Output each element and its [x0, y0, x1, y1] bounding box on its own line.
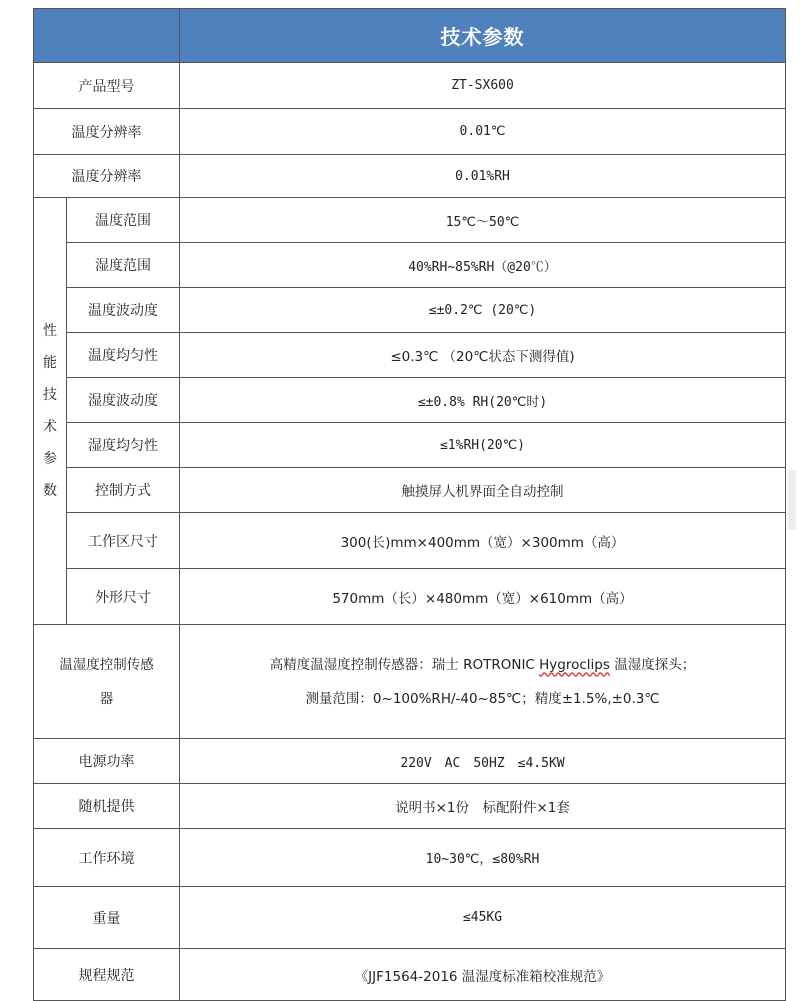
table-row — [34, 243, 786, 288]
row-label: 温度分辨率 — [34, 109, 180, 155]
row-value: 《JJF1564-2016 温湿度标准箱校准规范》 — [180, 949, 786, 1001]
row-value: ≤0.3℃ （20℃状态下测得值) — [180, 333, 786, 378]
sensor-label-line2: 器 — [99, 690, 114, 707]
table-row — [34, 155, 786, 198]
row-value: ≤45KG — [180, 887, 786, 949]
table-row — [34, 468, 786, 513]
row-label: 温度均匀性 — [67, 333, 180, 378]
row-label: 控制方式 — [67, 468, 180, 513]
sensor-label — [34, 625, 180, 739]
row-label: 规程规范 — [34, 949, 180, 1001]
table-row — [34, 784, 786, 829]
sensor-value-text: 温湿度探头； — [609, 656, 696, 673]
row-label: 电源功率 — [34, 739, 180, 784]
sensor-value-line1 — [180, 648, 785, 682]
table-title: 技术参数 — [180, 9, 786, 63]
row-label: 随机提供 — [34, 784, 180, 829]
row-label: 温度波动度 — [67, 288, 180, 333]
table-row — [34, 378, 786, 423]
table-row — [34, 569, 786, 625]
row-label: 温度范围 — [67, 198, 180, 243]
group-char: 数 — [43, 483, 57, 499]
row-value: 40%RH~85%RH（@20℃） — [180, 243, 786, 288]
header-row — [34, 9, 786, 63]
row-value: ZT-SX600 — [180, 63, 786, 109]
row-value: 0.01℃ — [180, 109, 786, 155]
sensor-value-text: 高精度温湿度控制传感器：瑞士 ROTRONIC — [269, 656, 540, 673]
table-row — [34, 513, 786, 569]
row-label: 湿度均匀性 — [67, 423, 180, 468]
row-value: 220V AC 50HZ ≤4.5KW — [180, 739, 786, 784]
row-label: 工作区尺寸 — [67, 513, 180, 569]
row-label: 湿度范围 — [67, 243, 180, 288]
row-value: 570mm（长）×480mm（宽）×610mm（高） — [180, 569, 786, 625]
row-label: 湿度波动度 — [67, 378, 180, 423]
group-char: 技 — [43, 387, 57, 403]
table-row — [34, 829, 786, 887]
table-row — [34, 625, 786, 739]
header-blank-cell — [34, 9, 180, 63]
row-label: 工作环境 — [34, 829, 180, 887]
sensor-label-line1: 温湿度控制传感 — [59, 656, 154, 673]
row-label: 外形尺寸 — [67, 569, 180, 625]
spec-table — [33, 8, 786, 1001]
group-char: 能 — [43, 355, 57, 371]
row-label: 重量 — [34, 887, 180, 949]
row-value: 0.01%RH — [180, 155, 786, 198]
row-value: 300(长)mm×400mm（宽）×300mm（高） — [180, 513, 786, 569]
table-row — [34, 333, 786, 378]
table-row — [34, 739, 786, 784]
table-row — [34, 63, 786, 109]
sensor-value-line2: 测量范围：0~100%RH/-40~85℃；精度±1.5%,±0.3℃ — [305, 690, 660, 707]
table-row — [34, 198, 786, 243]
row-value: 15℃～50℃ — [180, 198, 786, 243]
row-value: ≤1%RH(20℃) — [180, 423, 786, 468]
row-value: 触摸屏人机界面全自动控制 — [180, 468, 786, 513]
table-row — [34, 109, 786, 155]
performance-group-label — [34, 198, 67, 625]
group-char: 参 — [43, 451, 57, 467]
page-edge-shadow — [788, 470, 796, 530]
table-row — [34, 288, 786, 333]
sensor-brand-word: Hygroclips — [539, 656, 610, 673]
row-value: 10~30℃，≤80%RH — [180, 829, 786, 887]
group-char: 性 — [43, 323, 57, 339]
row-value: ≤±0.2℃ (20℃) — [180, 288, 786, 333]
table-row — [34, 887, 786, 949]
row-value: 说明书×1份 标配附件×1套 — [180, 784, 786, 829]
table-row — [34, 423, 786, 468]
sensor-value — [180, 625, 786, 739]
group-char: 术 — [43, 419, 57, 435]
row-label: 产品型号 — [34, 63, 180, 109]
row-label: 温度分辨率 — [34, 155, 180, 198]
row-value: ≤±0.8% RH(20℃时) — [180, 378, 786, 423]
table-row — [34, 949, 786, 1001]
